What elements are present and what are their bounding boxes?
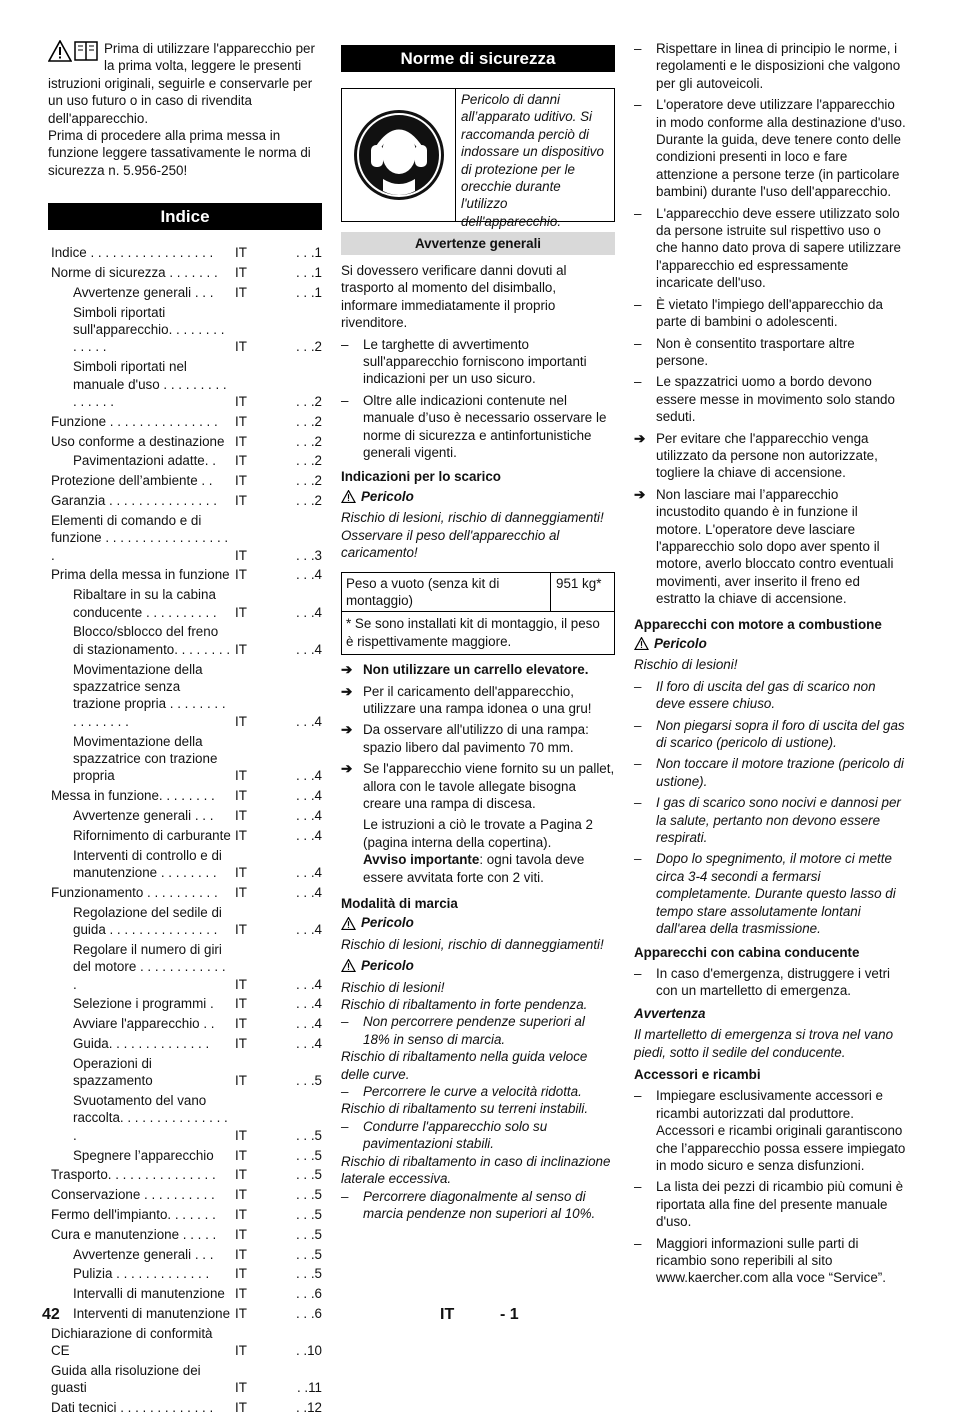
toc-entry[interactable] (48, 827, 322, 844)
toc-entry-title: Garanzia . . . . . . . . . . . . . . . (51, 493, 217, 509)
unload-arrow-item (341, 760, 615, 812)
toc-entry[interactable] (48, 433, 322, 450)
toc-entry-page: . . .2 (295, 413, 322, 429)
toc-entry-page: . . .5 (295, 1226, 322, 1242)
cab-heading: Apparecchi con cabina conducente (634, 944, 860, 960)
danger-text: Pericolo (361, 915, 414, 931)
warning-icon (341, 490, 356, 503)
toc-entry-lang: IT (235, 1400, 247, 1416)
toc-entry-title: Interventi di controllo e di manutenzione . . . . . . . . (73, 847, 222, 881)
toc-entry-title: Protezione dell’ambiente . . (51, 473, 213, 489)
toc-entry-title: Trasporto. . . . . . . . . . . . . . . (51, 1167, 216, 1183)
toc-entry[interactable] (48, 1362, 322, 1397)
toc-entry-title: Avvertenze generali . . . (73, 284, 214, 300)
general-item-text: Le targhette di avvertimento sull'apparecchio forniscono importanti indicazioni per un uso sicuro. (363, 336, 587, 387)
toc-entry-lang: IT (235, 413, 247, 429)
toc-entry-lang: IT (235, 1380, 247, 1396)
toc-entry-page: . . .5 (295, 1073, 322, 1089)
weight-table (341, 572, 615, 656)
toc-entry-lang: IT (235, 245, 247, 261)
unload-risk: Rischio di lesioni, rischio di danneggiamenti! (341, 510, 604, 526)
toc-entry-title: Movimentazione della spazzatrice con trazione propria (73, 733, 218, 784)
ground-item: Condurre l'apparecchio solo su pavimentazioni stabili. (363, 1118, 548, 1152)
key-rule-item (634, 486, 906, 608)
unload-instructions: Le istruzioni a ciò le trovate a Pagina 2 (pagina interna della copertina). (363, 817, 594, 850)
toc-entry-lang: IT (235, 567, 247, 583)
rule-item-text: L'apparecchio deve essere utilizzato solo da persone istruite sul rispettivo uso o che hanno dato prova di sapere utilizzare l'apparecchio ed espressamente incaricate dell'uso. (656, 205, 901, 291)
toc-entry-page: . . .5 (295, 1246, 322, 1262)
toc-entry-page: . . .4 (295, 768, 322, 784)
warning-icon (48, 40, 72, 62)
engine-items-list (634, 678, 906, 938)
key-rule-item-text: Per evitare che l'apparecchio venga utilizzato da persone non autorizzate, togliere la chiave di accensione. (656, 430, 878, 481)
driving-danger-label-2 (341, 957, 615, 974)
toc-entry-title: Ribaltare in su la cabina conducente . . . . . . . . . . (73, 587, 217, 620)
general-item (341, 392, 615, 462)
dash-bullet: – (341, 336, 349, 352)
toc-entry-title: Conservazione . . . . . . . . . . (51, 1187, 215, 1203)
unload-arrow-item (341, 721, 615, 756)
page-number: 42 (42, 1306, 60, 1323)
toc-entry[interactable] (48, 661, 322, 731)
toc-entry[interactable] (48, 884, 322, 901)
intro-paragraph-1: Prima di utilizzare l'apparecchio per la prima volta, leggere le presenti istruzioni originali, seguirle e conservarle per un uso futuro o in caso di rivendita dell'apparecchio. (48, 41, 315, 126)
toc-entry-page: . . .5 (295, 1266, 322, 1282)
toc-entry-page: . . .2 (295, 394, 322, 410)
key-rule-item (634, 430, 906, 482)
rule-item-text: Rispettare in linea di principio le norme, i regolamenti e le disposizioni che valgono per gli autoveicoli. (656, 41, 901, 91)
toc-entry-lang: IT (235, 604, 247, 620)
notice-label: Avviso importante (363, 852, 480, 868)
engine-item (634, 850, 906, 937)
toc-entry-lang: IT (235, 976, 247, 992)
toc-entry-lang: IT (235, 1036, 247, 1052)
rule-item (634, 96, 906, 200)
toc-entry[interactable] (48, 512, 322, 564)
toc-entry-title: Funzionamento . . . . . . . . . . (51, 884, 218, 900)
toc-entry-lang: IT (235, 865, 247, 881)
toc-entry-page: . . .4 (295, 788, 322, 804)
danger-text: Pericolo (654, 636, 707, 651)
general-item-text: Oltre alle indicazioni contenute nel manuale d’uso è necessario osservare le norme di sicurezza e antinfortunistiche generali vigenti. (363, 392, 607, 461)
toc-entry-title: Guida. . . . . . . . . . . . . . (73, 1036, 210, 1052)
driving-risk-1: Rischio di lesioni, rischio di danneggiamenti! (341, 936, 604, 952)
toc-entry[interactable] (48, 1226, 322, 1243)
toc-entry-page: . . .4 (295, 976, 322, 992)
toc-entry-page: . . .2 (295, 433, 322, 449)
toc-entry[interactable] (48, 733, 322, 785)
dash-bullet: – (634, 296, 642, 312)
toc-entry-page: . . .4 (295, 1036, 322, 1052)
toc-entry-title: Selezione i programmi . (73, 996, 214, 1012)
toc-entry-title: Avvertenze generali . . . (73, 1246, 214, 1262)
warning-icon (634, 637, 649, 650)
toc-entry-title: Dichiarazione di conformità CE (51, 1325, 213, 1359)
toc-entry[interactable] (48, 586, 322, 621)
accessories-list (634, 1087, 906, 1286)
rule-item-text: È vietato l'impiego dell'apparecchio da parte di bambini o adolescenti. (656, 296, 883, 330)
toc-entry-title: Avvertenze generali . . . (73, 808, 214, 824)
curve-item: Percorrere le curve a velocità ridotta. (363, 1084, 582, 1100)
toc-entry-lang: IT (235, 1246, 247, 1262)
toc-entry-lang: IT (235, 493, 247, 509)
toc-entry[interactable] (48, 304, 322, 356)
toc-entry-page: . . .3 (295, 547, 322, 563)
toc-entry-page: . . .4 (295, 827, 322, 843)
rule-item-text: L'operatore deve utilizzare l'apparecchio in modo conforme alla destinazione d'uso. Durante la guida, deve tenere conto delle condizioni presenti in loco e fare attenzione a persone terze (in particolare bambini) durante l'uso dell'apparecchio. (656, 97, 906, 200)
toc-entry-title: Pulizia . . . . . . . . . . . . . (73, 1266, 210, 1282)
dash-bullet: – (634, 717, 642, 733)
accessory-item-text: La lista dei pezzi di ricambio più comuni è riportata alla fine del presente manuale d'uso. (656, 1179, 904, 1230)
toc-heading: Indice (48, 203, 322, 230)
dash-bullet: – (341, 392, 349, 408)
toc-entry-page: . . .4 (295, 996, 322, 1012)
ear-protection-icon (353, 109, 445, 201)
rule-item (634, 335, 906, 370)
toc-entry-lang: IT (235, 433, 247, 449)
toc-entry-title: Guida alla risoluzione dei guasti (51, 1363, 201, 1396)
dash-bullet: – (634, 678, 642, 694)
toc-entry-page: . . .5 (295, 1207, 322, 1223)
toc-entry[interactable] (48, 1147, 322, 1164)
toc-entry-lang: IT (235, 1187, 247, 1203)
manual-book-icon (74, 40, 98, 62)
safety-heading: Norme di sicurezza (341, 45, 615, 72)
toc-entry-page: . . .1 (295, 284, 322, 300)
accessory-item (634, 1235, 906, 1287)
rule-item-text: Non è consentito trasportare altre persone. (656, 335, 855, 368)
rule-item (634, 205, 906, 292)
toc-entry-lang: IT (235, 1286, 247, 1302)
toc-entry[interactable] (48, 1206, 322, 1223)
arrow-icon: ➔ (634, 486, 646, 502)
toc-entry-page: . . .2 (295, 493, 322, 509)
dash-bullet: – (634, 335, 642, 351)
slope-risk: Rischio di ribaltamento in forte pendenza. (341, 997, 588, 1013)
toc-entry-title: Dati tecnici . . . . . . . . . . . . . (51, 1400, 214, 1416)
footer-lang: IT (440, 1306, 455, 1323)
engine-item-text: I gas di scarico sono nocivi e dannosi per la salute, pertanto non devono essere respirati. (656, 795, 901, 846)
toc-entry-page: . .10 (295, 1343, 322, 1359)
weight-value: 951 kg* (556, 575, 602, 591)
engine-item-text: Non piegarsi sopra il foro di uscita del gas di scarico (pericolo di ustione). (656, 717, 905, 751)
toc-entry-page: . . .1 (295, 265, 322, 281)
rule-item (634, 296, 906, 331)
toc-entry-page: . . .5 (295, 1167, 322, 1183)
rule-item (634, 40, 906, 92)
toc-entry-page: . . .4 (295, 713, 322, 729)
toc-entry-title: Regolazione del sedile di guida . . . . . . . . . . . . . . . (73, 904, 222, 938)
danger-text: Pericolo (361, 958, 414, 974)
toc-entry-lang: IT (235, 884, 247, 900)
accessories-heading: Accessori e ricambi (634, 1066, 761, 1082)
toc-entry-lang: IT (235, 996, 247, 1012)
accessory-item (634, 1087, 906, 1174)
dash-bullet: – (634, 41, 642, 56)
toc-entry-title: Operazioni di spazzamento (73, 1055, 153, 1089)
toc-entry-title: Blocco/sblocco del freno di stazionamento. . . . . . . . (73, 624, 231, 657)
toc-entry[interactable] (48, 452, 322, 469)
lateral-item: Percorrere diagonalmente al senso di marcia pendenze non superiori al 10%. (363, 1188, 596, 1221)
unload-arrow-item-text: Per il caricamento dell'apparecchio, utilizzare una rampa idonea o una gru! (363, 683, 592, 716)
toc-entry-lang: IT (235, 922, 247, 938)
toc-entry-lang: IT (235, 284, 247, 300)
dash-bullet: – (634, 1235, 642, 1251)
engine-item (634, 794, 906, 846)
intro-paragraph-2: Prima di procedere alla prima messa in funzione leggere tassativamente le norma di sicurezza n. 5.956-250! (48, 128, 311, 178)
toc-entry[interactable] (48, 1055, 322, 1090)
toc-entry-page: . . .4 (295, 922, 322, 938)
toc-entry-page: . . .4 (295, 641, 322, 657)
toc-entry-title: Simboli riportati nel manuale d'uso . . . . . . . . . . . . . . . (73, 359, 227, 410)
accessory-item-text: Impiegare esclusivamente accessori e ricambi autorizzati dal produttore. Accessori e ricambi originali garantiscono che l’apparecchio possa essere impiegato in modo sicuro e senza disfunzioni. (656, 1088, 906, 1173)
toc-entry-page: . . .1 (295, 245, 322, 261)
weight-label: Peso a vuoto (senza kit di montaggio) (342, 573, 551, 612)
toc-entry-lang: IT (235, 394, 247, 410)
unload-arrow-item-text: Se l'apparecchio viene fornito su un pallet, allora con le tavole allegate bisogna creare una rampa di discesa. (363, 761, 615, 811)
arrow-icon: ➔ (341, 761, 353, 777)
toc-entry-title: Cura e manutenzione . . . . . (51, 1226, 217, 1242)
warning-icon (341, 917, 356, 930)
key-rule-item-text: Non lasciare mai l’apparecchio incustodito quando è in funzione il motore. L'operatore deve lasciare l'apparecchio solo dopo aver spento il motore, averlo bloccato contro eventuali movimenti, aver inserito il freno ed estratto la chiave di accensione. (656, 486, 894, 607)
toc-entry-lang: IT (235, 788, 247, 804)
toc-entry[interactable] (48, 904, 322, 939)
engine-item-text: Il foro di uscita del gas di scarico non deve essere chiuso. (656, 678, 876, 712)
toc-entry-page: . . .2 (295, 473, 322, 489)
toc-entry[interactable] (48, 1265, 322, 1282)
engine-danger-label (634, 635, 906, 652)
toc-entry-page: . . .6 (295, 1286, 322, 1302)
note-label: Avvertenza (634, 1005, 706, 1021)
general-rules-list (634, 40, 906, 426)
toc-entry-lang: IT (235, 641, 247, 657)
driving-danger-label-1 (341, 914, 615, 931)
toc-entry-lang: IT (235, 808, 247, 824)
toc-entry-lang: IT (235, 827, 247, 843)
toc-entry[interactable] (48, 1166, 322, 1183)
toc-entry-title: Messa in funzione. . . . . . . . (51, 788, 215, 804)
unload-note: Osservare il peso dell'apparecchio al caricamento! (341, 527, 560, 561)
dash-bullet: – (634, 756, 642, 772)
hearing-protection-icon-cell (342, 89, 456, 221)
unload-arrow-list (341, 661, 615, 812)
footer-section-page: - 1 (500, 1306, 519, 1323)
toc-entry-lang: IT (235, 453, 247, 469)
dash-bullet: – (634, 1179, 642, 1195)
toc-entry-page: . . .4 (295, 808, 322, 824)
unload-arrow-item (341, 661, 615, 678)
toc-entry[interactable] (48, 358, 322, 410)
warning-icon (341, 959, 356, 972)
arrow-icon: ➔ (634, 430, 646, 446)
important-notice (363, 851, 615, 886)
dash-bullet: – (634, 205, 642, 221)
toc-entry-lang: IT (235, 547, 247, 563)
toc-entry-lang: IT (235, 1073, 247, 1089)
column-1 (48, 40, 322, 1419)
toc-entry-title: Avviare l'apparecchio . . (73, 1016, 215, 1032)
toc-entry-page: . . .4 (295, 567, 322, 583)
arrow-icon: ➔ (341, 683, 353, 699)
toc-entry-page: . . .4 (295, 604, 322, 620)
toc-entry-page: . .11 (296, 1380, 322, 1396)
rule-item (634, 373, 906, 425)
unload-arrow-item-text: Non utilizzare un carrello elevatore. (363, 662, 589, 678)
rule-item-text: Le spazzatrici uomo a bordo devono essere messe in movimento solo stando seduti. (656, 374, 895, 425)
hearing-protection-box (341, 88, 615, 229)
toc-entry-page: . . .4 (295, 865, 322, 881)
unload-arrow-item-text: Da osservare all'utilizzo di una rampa: spazio libero dal pavimento 70 mm. (363, 722, 589, 755)
toc-entry-page: . . .2 (295, 339, 322, 355)
engine-item (634, 717, 906, 752)
toc-entry-title: Pavimentazioni adatte. . (73, 453, 216, 469)
toc-entry[interactable] (48, 1305, 322, 1322)
unload-heading: Indicazioni per lo scarico (341, 469, 501, 485)
toc-entry-page: . . .4 (295, 1016, 322, 1032)
unload-danger-label (341, 488, 615, 505)
general-warnings-heading: Avvertenze generali (341, 232, 615, 255)
arrow-icon: ➔ (341, 662, 353, 678)
arrow-icon: ➔ (341, 722, 353, 738)
toc-entry[interactable] (48, 1325, 322, 1360)
curve-risk: Rischio di ribaltamento nella guida veloce delle curve. (341, 1049, 588, 1082)
toc-entry-lang: IT (235, 1343, 247, 1359)
toc-entry[interactable] (48, 1186, 322, 1203)
notice-text: : ogni tavola deve essere avvitata forte con 2 viti. (363, 852, 585, 885)
slope-item: Non percorrere pendenze superiori al 18% in senso di marcia. (363, 1014, 585, 1047)
toc-entry-lang: IT (235, 1266, 247, 1282)
table-of-contents (48, 244, 322, 1416)
toc-entry[interactable] (48, 847, 322, 882)
intro-icons (48, 40, 98, 62)
toc-entry-page: . . .6 (295, 1306, 322, 1322)
toc-entry[interactable] (48, 1035, 322, 1052)
column-2: Norme di sicurezza Pericolo di danni all’apparato uditivo. Si raccomanda perciò di indossare un dispositivo di protezione per le orecchie durante l'utilizzo dell'apparecchio. Avvertenze generali Si dovessero verificare danni dovuti al trasporto al momento del disimballo, informare immediatamente il proprio rivenditore. – Le targhette di avvertimento sull'apparecchio forniscono importanti indicazioni per un uso sicuro. – Oltre alle indicazioni contenute nel manuale d’uso è necessario osservare le norme di sicurezza e antinfortunistiche generali vigenti. Indicazioni per lo scarico Pericolo Rischio di lesioni, rischio di danneggiamenti! Osservare il peso dell'apparecchio al caricamento! Peso a vuoto (senza kit di montaggio) 951 kg* * Se sono installati kit di montaggio, il peso è rispettivamente maggiore. ➔ Non utilizzare un carrello elevatore. ➔ Per il caricamento dell'apparecchio, utilizzare una rampa idonea o una gru! ➔ Da osservare all'utilizzo di una rampa: spazio libero dal pavimento 70 mm. ➔ Se l'apparecchio viene fornito su un pallet, allora con le tavole allegate bisogna creare una rampa di discesa. Le istruzioni a ciò le trovate a Pagina 2 (pagina interna della copertina). Avviso importante: ogni tavola deve essere avvitata forte con 2 viti. Modalità di marcia Pericolo Rischio di lesioni, rischio di danneggiamenti! Pericolo Rischio di lesioni! Rischio di ribaltamento in forte pendenza. – Non percorrere pendenze superiori al 18% in senso di marcia. Rischio di ribaltamento nella guida veloce delle curve. – Percorrere le curve a velocità ridotta. Rischio di ribaltamento su terreni instabili. – Condurre l'apparecchio solo su pavimentazioni stabili. Rischio di ribaltamento in caso di inclinazione laterale eccessiva. – Percorrere diagonalmente al senso di marcia pendenze non superiori al 10%. (341, 40, 615, 1222)
unload-arrow-item (341, 683, 615, 718)
intro-block (48, 40, 322, 179)
toc-entry[interactable] (48, 492, 322, 509)
toc-entry-title: Uso conforme a destinazione (51, 433, 225, 449)
driving-risk-2: Rischio di lesioni! (341, 979, 445, 995)
toc-entry-page: . . .2 (295, 453, 322, 469)
toc-entry-title: Elementi di comando e di funzione . . . . . . . . . . . . . . . . . . (51, 512, 229, 563)
toc-entry[interactable] (48, 1285, 322, 1302)
lateral-risk: Rischio di ribaltamento in caso di inclinazione laterale eccessiva. (341, 1153, 611, 1187)
danger-text: Pericolo (361, 488, 414, 504)
toc-entry-title: Regolare il numero di giri del motore . . . . . . . . . . . . . (73, 941, 226, 992)
engine-item (634, 678, 906, 713)
toc-entry-title: Intervalli di manutenzione (73, 1286, 225, 1302)
toc-entry[interactable] (48, 264, 322, 281)
toc-entry[interactable] (48, 995, 322, 1012)
toc-entry-title: Interventi di manutenzione (73, 1306, 231, 1322)
toc-entry-page: . . .5 (295, 1187, 322, 1203)
toc-entry-title: Prima della messa in funzione (51, 567, 230, 583)
toc-entry-lang: IT (235, 713, 247, 729)
toc-entry[interactable] (48, 1015, 322, 1032)
toc-entry-title: Fermo dell'impianto. . . . . . . (51, 1207, 216, 1223)
toc-entry-title: Rifornimento di carburante (73, 827, 231, 843)
toc-entry-title: Movimentazione della spazzatrice senza trazione propria . . . . . . . . . . . . . . . . (73, 661, 226, 729)
note-text: Il martelletto di emergenza si trova nel vano piedi, sotto il sedile del conducente. (634, 1027, 894, 1060)
toc-entry-title: Indice . . . . . . . . . . . . . . . . . (51, 245, 214, 261)
toc-entry-title: Funzione . . . . . . . . . . . . . . . (51, 413, 218, 429)
dash-bullet: – (634, 851, 642, 867)
toc-entry[interactable] (48, 566, 322, 583)
toc-entry[interactable] (48, 623, 322, 658)
toc-entry-lang: IT (235, 768, 247, 784)
toc-entry-title: Spegnere l’apparecchio (73, 1147, 214, 1163)
toc-entry[interactable] (48, 807, 322, 824)
accessory-item (634, 1178, 906, 1230)
engine-item (634, 755, 906, 790)
toc-entry[interactable] (48, 1399, 322, 1416)
toc-entry-lang: IT (235, 1306, 247, 1322)
toc-entry-lang: IT (235, 265, 247, 281)
toc-entry[interactable] (48, 284, 322, 301)
general-items-list (341, 336, 615, 462)
dash-bullet: – (634, 1088, 642, 1104)
dash-bullet: – (634, 795, 642, 811)
toc-entry-lang: IT (235, 1016, 247, 1032)
dash-bullet: – (634, 374, 642, 390)
toc-entry[interactable] (48, 787, 322, 804)
toc-entry-lang: IT (235, 1226, 247, 1242)
toc-entry-page: . .12 (295, 1400, 322, 1416)
toc-entry[interactable] (48, 244, 322, 261)
toc-entry-lang: IT (235, 1127, 247, 1143)
toc-entry[interactable] (48, 1246, 322, 1263)
toc-entry-title: Norme di sicurezza . . . . . . . (51, 265, 218, 281)
toc-entry-title: Simboli riportati sull'apparecchio. . . . . . . . . . . . . (73, 304, 225, 355)
toc-entry[interactable] (48, 413, 322, 430)
key-rules-list (634, 430, 906, 608)
toc-entry-lang: IT (235, 339, 247, 355)
weight-note: * Se sono installati kit di montaggio, il peso è rispettivamente maggiore. (346, 616, 600, 649)
general-item (341, 336, 615, 388)
driving-heading: Modalità di marcia (341, 896, 458, 911)
toc-entry[interactable] (48, 472, 322, 489)
ground-risk: Rischio di ribaltamento su terreni instabili. (341, 1101, 589, 1117)
toc-entry-lang: IT (235, 1147, 247, 1163)
toc-entry[interactable] (48, 941, 322, 993)
dash-bullet: – (634, 97, 642, 113)
toc-entry[interactable] (48, 1092, 322, 1144)
engine-item-text: Dopo lo spegnimento, il motore ci mette circa 3-4 secondi a fermarsi completamente. Durante questo lasso di tempo stare assolutamente lontani dall'area della trasmissione. (656, 851, 896, 937)
toc-entry-lang: IT (235, 1167, 247, 1183)
engine-heading: Apparecchi con motore a combustione (634, 616, 882, 632)
toc-entry-page: . . .5 (295, 1127, 322, 1143)
engine-item-text: Non toccare il motore trazione (pericolo di ustione). (656, 756, 904, 789)
general-intro: Si dovessero verificare danni dovuti al trasporto al momento del disimballo, informare immediatamente il proprio rivenditore. (341, 263, 567, 331)
column-3: – Rispettare in linea di principio le norme, i regolamenti e le disposizioni che valgono per gli autoveicoli. – L'operatore deve utilizzare l'apparecchio in modo conforme alla destinazione d'uso. Durante la guida, deve tenere conto delle condizioni presenti in loco e fare attenzione a persone terze (in particolare bambini) durante l'uso dell'apparecchio. – L'apparecchio deve essere utilizzato solo da persone istruite sul rispettivo uso o che hanno dato prova di sapere utilizzare l'apparecchio ed espressamente incaricate dell'uso. – È vietato l'impiego dell'apparecchio da parte di bambini o adolescenti. – Non è consentito trasportare altre persone. – Le spazzatrici uomo a bordo devono essere messe in movimento solo stando seduti. ➔ Per evitare che l'apparecchio venga utilizzato da persone non autorizzate, togliere la chiave di accensione. ➔ Non lasciare mai l’apparecchio incustodito quando è in funzione il motore. L'operatore deve lasciare l'apparecchio solo dopo aver spento il motore, averlo bloccato contro eventuali movimenti, aver inserito il freno ed estratto la chiave di accensione. Apparecchi con motore a combustione Pericolo Rischio di lesioni! – Il foro di uscita del gas di scarico non deve essere chiuso. – Non piegarsi sopra il foro di uscita del gas di scarico (pericolo di ustione). – Non toccare il motore trazione (pericolo di ustione). – I gas di scarico sono nocivi e dannosi per la salute, pertanto non devono essere respirati. – Dopo lo spegnimento, il motore ci mette circa 3-4 secondi a fermarsi completamente. Durante questo lasso di tempo stare assolutamente lontani dall'area della trasmissione. Apparecchi con cabina conducente – In caso d'emergenza, distruggere i vetri con un martelletto di emergenza. Avvertenza Il martelletto di emergenza si trova nel vano piedi, sotto il sedile del conducente. Accessori e ricambi – Impiegare esclusivamente accessori e ricambi autorizzati dal produttore. Accessori e ricambi originali garantiscono che l’apparecchio possa essere impiegato in modo sicuro e senza disfunzioni. – La lista dei pezzi di ricambio più comuni è riportata alla fine del presente manuale d'uso. – Maggiori informazioni sulle parti di ricambio sono reperibili al sito www.kaercher.com alla voce “Service”. (634, 41, 906, 1286)
toc-entry-title: Svuotamento del vano raccolta. . . . . . . . . . . . . . . . (73, 1093, 228, 1143)
cab-item: In caso d'emergenza, distruggere i vetri con un martelletto di emergenza. (656, 965, 891, 999)
toc-entry-lang: IT (235, 1207, 247, 1223)
toc-entry-lang: IT (235, 473, 247, 489)
toc-entry-page: . . .4 (295, 884, 322, 900)
engine-risk: Rischio di lesioni! (634, 657, 738, 673)
hearing-protection-text: Pericolo di danni all’apparato uditivo. Si raccomanda perciò di indossare un dispositivo di protezione per le orecchie durante l'utilizzo dell'apparecchio. (461, 92, 604, 229)
accessory-item-text: Maggiori informazioni sulle parti di ricambio sono reperibili al sito www.kaercher.com alla voce “Service”. (656, 1235, 886, 1286)
toc-entry-page: . . .5 (295, 1147, 322, 1163)
